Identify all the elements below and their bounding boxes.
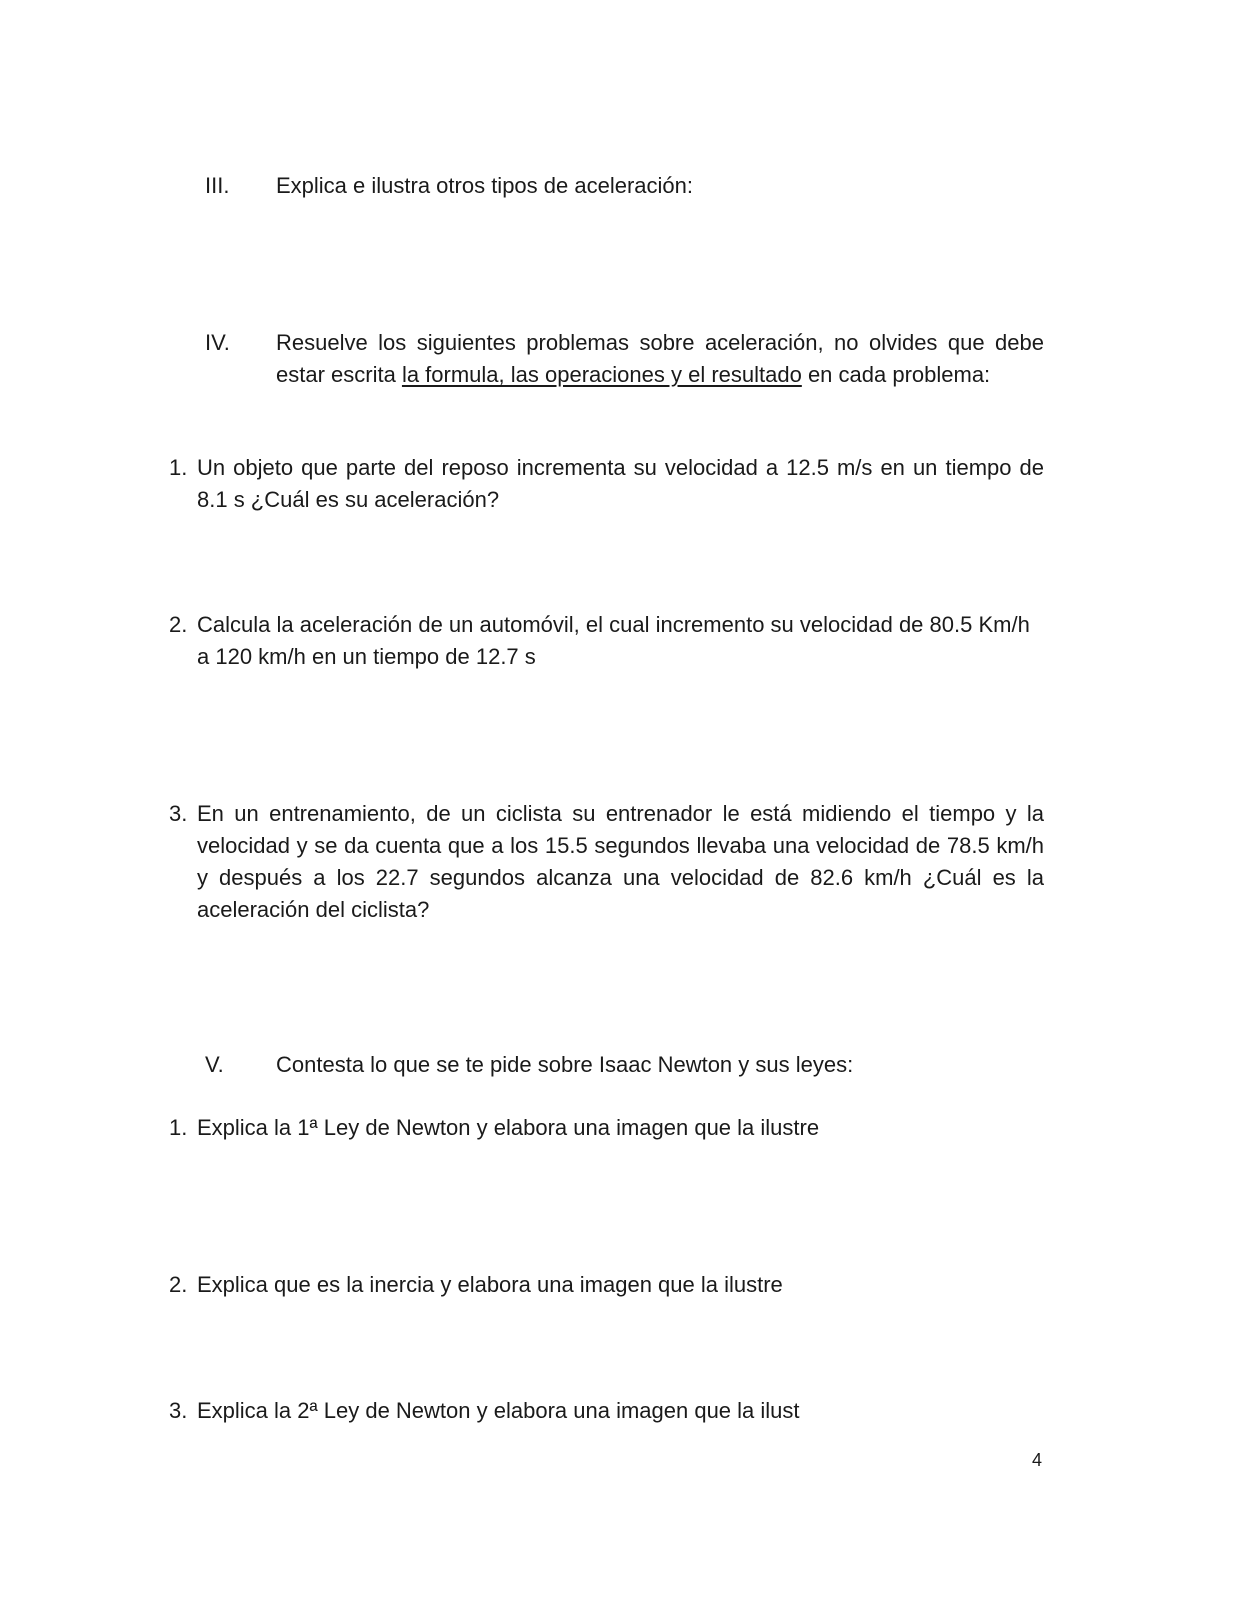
problem-2-text: Calcula la aceleración de un automóvil, el cual incremento su velocidad de 80.5 Km/h a 120 km/h en un tiempo de 12.7 s <box>197 612 1030 669</box>
problem-2-number: 2. <box>169 612 188 637</box>
section-iv-underlined-requirement: la formula, las operaciones y el resultado <box>401 362 802 387</box>
section-iv-text-before: Resuelve los siguientes problemas sobre aceleración, no olvides que debe estar escrita <box>276 330 1044 387</box>
newton-question-1-text: Explica la 1ª Ley de Newton y elabora una imagen que la ilustre <box>197 1115 820 1140</box>
newton-question-2-number: 2. <box>169 1272 188 1297</box>
section-iv-text-after: en cada problema: <box>801 362 991 387</box>
section-iv-instructions <box>276 327 1044 391</box>
section-iv-numeral: IV. <box>205 330 230 355</box>
problem-3-number: 3. <box>169 801 188 826</box>
newton-question-3-text: Explica la 2ª Ley de Newton y elabora una imagen que la ilust <box>197 1398 800 1423</box>
newton-question-2-text: Explica que es la inercia y elabora una imagen que la ilustre <box>197 1272 783 1297</box>
section-iii-numeral: III. <box>205 173 230 198</box>
section-iii-heading: Explica e ilustra otros tipos de aceleración: <box>276 173 693 198</box>
newton-question-3-number: 3. <box>169 1398 188 1423</box>
page-number: 4 <box>1032 1450 1043 1470</box>
problem-3-text: En un entrenamiento, de un ciclista su entrenador le está midiendo el tiempo y la velocidad y se da cuenta que a los 15.5 segundos llevaba una velocidad de 78.5 km/h y después a los 22.7 segundos alcanza una velocidad de 82.6 km/h ¿Cuál es la aceleración del ciclista? <box>197 801 1044 922</box>
problem-1-number: 1. <box>169 455 188 480</box>
section-v-heading: Contesta lo que se te pide sobre Isaac Newton y sus leyes: <box>276 1052 854 1077</box>
section-v-numeral: V. <box>205 1052 224 1077</box>
problem-1-text: Un objeto que parte del reposo incrementa su velocidad a 12.5 m/s en un tiempo de 8.1 s ¿Cuál es su aceleración? <box>197 455 1044 512</box>
newton-question-1-number: 1. <box>169 1115 188 1140</box>
